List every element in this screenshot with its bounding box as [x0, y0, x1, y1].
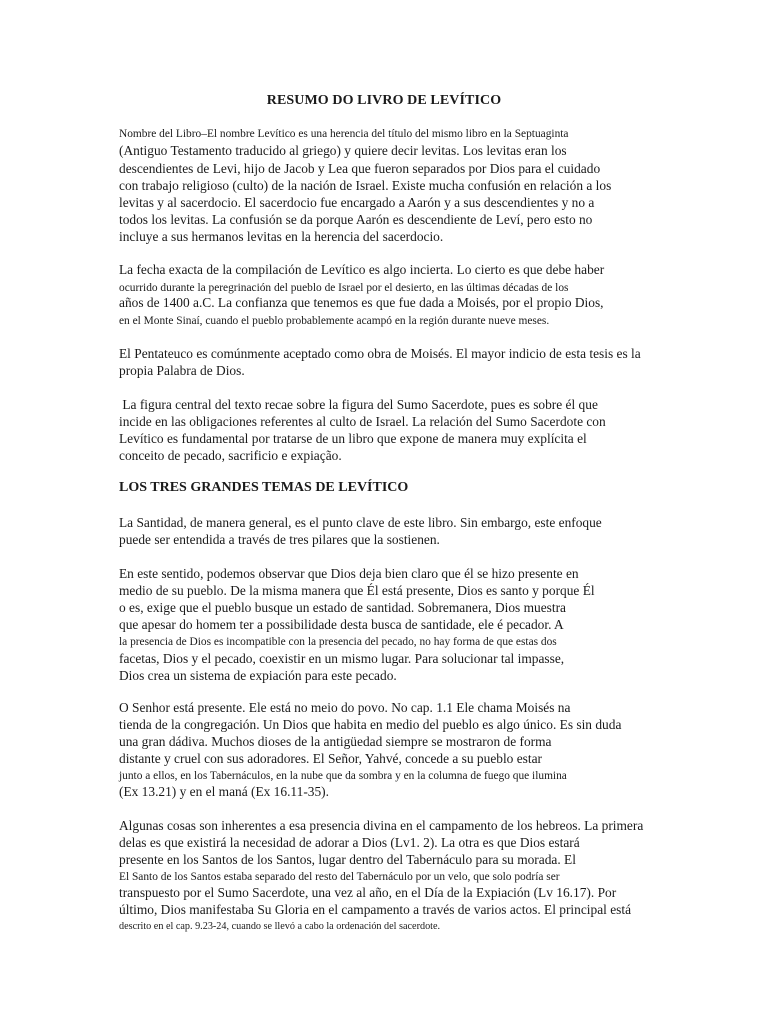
text-line: en el Monte Sinaí, cuando el pueblo probablemente acampó en la región durante nueve meses.: [119, 315, 550, 327]
text-line: delas es que existirá la necesidad de adorar a Dios (Lv1. 2). La otra es que Dios estará: [119, 835, 580, 850]
text-line: presente en los Santos de los Santos, lugar dentro del Tabernáculo para su morada. El: [119, 852, 576, 867]
text-line: La fecha exacta de la compilación de Levítico es algo incierta. Lo cierto es que debe haber: [119, 262, 605, 277]
text-line: puede ser entendida a través de tres pilares que la sostienen.: [119, 532, 440, 547]
text-line: años de 1400 a.C. La confianza que tenemos es que fue dada a Moisés, por el propio Dios,: [119, 295, 604, 310]
text-line: Levítico es fundamental por tratarse de un libro que expone de manera muy explícita el: [119, 431, 587, 446]
text-line: El Santo de los Santos estaba separado del resto del Tabernáculo por un velo, que solo podría ser: [119, 871, 560, 883]
text-line: o es, exige que el pueblo busque un estado de santidad. Sobremanera, Dios muestra: [119, 600, 566, 615]
text-line: descrito en el cap. 9.23-24, cuando se llevó a cabo la ordenación del sacerdote.: [119, 921, 441, 932]
document-title: RESUMO DO LIVRO DE LEVÍTICO: [266, 93, 502, 108]
text-line: con trabajo religioso (culto) de la nación de Israel. Existe mucha confusión en relación a los: [119, 178, 612, 193]
text-line: último, Dios manifestaba Su Gloria en el campamento a través de varios actos. El principal está: [119, 902, 632, 917]
text-line: Dios crea un sistema de expiación para este pecado.: [119, 668, 397, 683]
text-line: tienda de la congregación. Un Dios que habita en medio del pueblo es algo único. Es sin duda: [119, 717, 622, 732]
text-line: incide en las obligaciones referentes al culto de Israel. La relación del Sumo Sacerdote con: [119, 414, 606, 429]
text-line: ocurrido durante la peregrinación del pueblo de Israel por el desierto, en las últimas décadas de los: [119, 282, 569, 294]
text-line: En este sentido, podemos observar que Dios deja bien claro que él se hizo presente en: [119, 566, 579, 581]
text-line: todos los levitas. La confusión se da porque Aarón es descendiente de Leví, pero esto no: [119, 212, 593, 227]
text-line: La figura central del texto recae sobre la figura del Sumo Sacerdote, pues es sobre él que: [119, 397, 598, 412]
text-line: propia Palabra de Dios.: [119, 363, 245, 378]
text-line: conceito de pecado, sacrificio e expiação.: [119, 448, 342, 463]
section-heading: LOS TRES GRANDES TEMAS DE LEVÍTICO: [119, 480, 409, 495]
text-line: incluye a sus hermanos levitas en la herencia del sacerdocio.: [119, 229, 444, 244]
text-line: El Pentateuco es comúnmente aceptado como obra de Moisés. El mayor indicio de esta tesis es la: [119, 346, 641, 361]
text-line: una gran dádiva. Muchos dioses de la antigüedad siempre se mostraron de forma: [119, 734, 552, 749]
text-line: medio de su pueblo. De la misma manera que Él está presente, Dios es santo y porque Él: [119, 583, 595, 598]
text-line: junto a ellos, en los Tabernáculos, en la nube que da sombra y en la columna de fuego que ilumina: [119, 770, 567, 782]
text-line: (Ex 13.21) y en el maná (Ex 16.11-35).: [119, 784, 329, 799]
text-line: La Santidad, de manera general, es el punto clave de este libro. Sin embargo, este enfoque: [119, 515, 602, 530]
text-line: levitas y al sacerdocio. El sacerdocio fue encargado a Aarón y a sus descendientes y no a: [119, 195, 595, 210]
text-line: distante y cruel con sus adoradores. El Señor, Yahvé, concede a su pueblo estar: [119, 751, 543, 766]
text-line: (Antiguo Testamento traducido al griego) y quiere decir levitas. Los levitas eran los: [119, 143, 567, 158]
text-line: que apesar do homem ter a possibilidade desta busca de santidade, ele é pecador. A: [119, 617, 564, 632]
text-line: Algunas cosas son inherentes a esa presencia divina en el campamento de los hebreos. La primera: [119, 818, 644, 833]
text-line: facetas, Dios y el pecado, coexistir en un mismo lugar. Para solucionar tal impasse,: [119, 651, 565, 666]
text-line: descendientes de Levi, hijo de Jacob y Lea que fueron separados por Dios para el cuidado: [119, 161, 601, 176]
text-line: O Senhor está presente. Ele está no meio do povo. No cap. 1.1 Ele chama Moisés na: [119, 700, 571, 715]
text-line: Nombre del Libro–El nombre Levítico es una herencia del título del mismo libro en la Septuaginta: [119, 128, 569, 140]
text-line: transpuesto por el Sumo Sacerdote, una vez al año, en el Día de la Expiación (Lv 16.17). Por: [119, 885, 617, 900]
text-line: la presencia de Dios es incompatible con la presencia del pecado, no hay forma de que estas dos: [119, 636, 557, 648]
